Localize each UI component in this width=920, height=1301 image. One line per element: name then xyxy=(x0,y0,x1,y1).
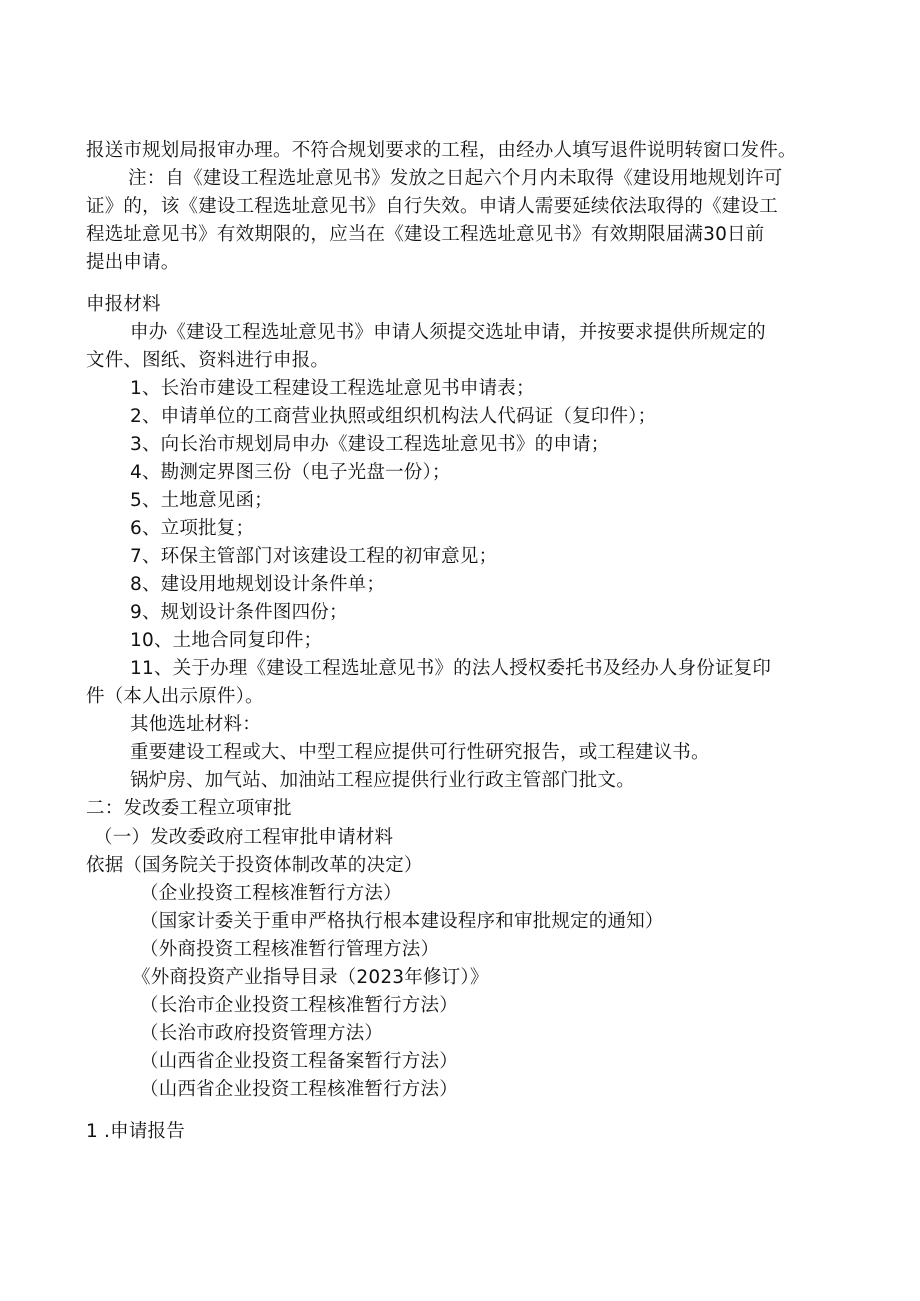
section-2-subheading: （一）发改委政府工程审批申请材料 xyxy=(94,827,394,848)
materials-desc-line-1: 申办《建设工程选址意见书》申请人须提交选址申请，并按要求提供所规定的 xyxy=(130,322,766,343)
application-report-item: 1 .申请报告 xyxy=(86,1121,185,1142)
material-item: 3、向长治市规划局申办《建设工程选址意见书》的申请； xyxy=(130,434,610,455)
section-2-heading: 二：发改委工程立项审批 xyxy=(86,798,292,819)
law-reference: （山西省企业投资工程备案暂行方法） xyxy=(140,1051,458,1072)
intro-line-1: 报送市规划局报审办理。不符合规划要求的工程，由经办人填写退件说明转窗口发件。 xyxy=(86,140,797,161)
note-line-4: 提出申请。 xyxy=(86,252,180,273)
material-item: 11、关于办理《建设工程选址意见书》的法人授权委托书及经办人身份证复印 xyxy=(130,658,772,679)
materials-heading: 申报材料 xyxy=(86,294,161,315)
other-material-item: 重要建设工程或大、中型工程应提供可行性研究报告，或工程建议书。 xyxy=(130,742,710,763)
note-line-1: 注：自《建设工程选址意见书》发放之日起六个月内未取得《建设用地规划许可 xyxy=(128,168,783,189)
law-reference: （长治市企业投资工程核准暂行方法） xyxy=(140,995,458,1016)
material-item: 2、申请单位的工商营业执照或组织机构法人代码证（复印件）； xyxy=(130,406,657,427)
law-reference: （企业投资工程核准暂行方法） xyxy=(140,883,402,904)
other-materials-heading: 其他选址材料： xyxy=(130,714,261,735)
material-item: 6、立项批复； xyxy=(130,518,255,539)
material-item: 8、建设用地规划设计条件单； xyxy=(130,574,386,595)
material-item: 10、土地合同复印件； xyxy=(130,630,323,651)
law-reference: （长治市政府投资管理方法） xyxy=(140,1023,384,1044)
material-item: 1、长治市建设工程建设工程选址意见书申请表； xyxy=(130,378,535,399)
materials-desc-line-2: 文件、图纸、资料进行申报。 xyxy=(86,350,330,371)
note-line-2: 证》的，该《建设工程选址意见书》自行失效。申请人需要延续依法取得的《建设工 xyxy=(86,196,778,217)
material-item: 4、勘测定界图三份（电子光盘一份）； xyxy=(130,462,451,483)
law-reference: （国家计委关于重申严格执行根本建设程序和审批规定的通知） xyxy=(140,911,664,932)
material-item: 5、土地意见函； xyxy=(130,490,273,511)
material-item: 9、规划设计条件图四份； xyxy=(130,602,348,623)
law-reference: （外商投资工程核准暂行管理方法） xyxy=(140,939,440,960)
note-line-3: 程选址意见书》有效期限的，应当在《建设工程选址意见书》有效期限届满30日前 xyxy=(86,224,765,245)
other-material-item: 锅炉房、加气站、加油站工程应提供行业行政主管部门批文。 xyxy=(130,770,635,791)
law-reference: 《外商投资产业指导目录（2023年修订）》 xyxy=(132,967,489,988)
material-item-continuation: 件（本人出示原件）。 xyxy=(86,686,264,707)
material-item: 7、环保主管部门对该建设工程的初审意见； xyxy=(130,546,498,567)
basis-label: 依据（国务院关于投资体制改革的决定） xyxy=(86,855,423,876)
law-reference: （山西省企业投资工程核准暂行方法） xyxy=(140,1079,458,1100)
